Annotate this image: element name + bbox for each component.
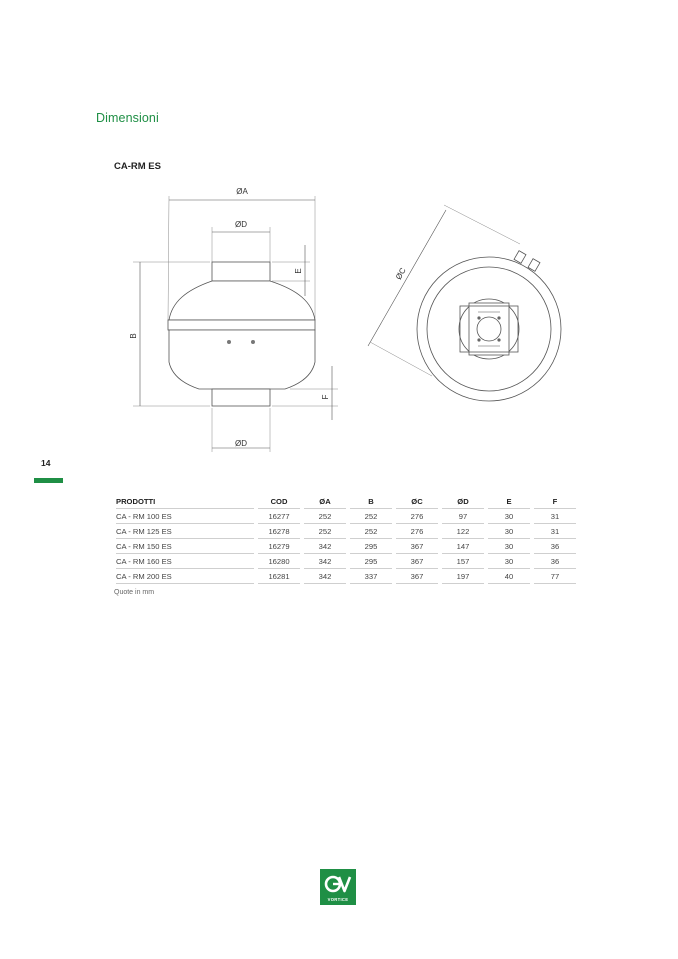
header-dia-d: ØD (442, 495, 484, 509)
cell-f: 31 (534, 524, 576, 539)
label-dia-d-bottom: ØD (235, 439, 247, 448)
label-dim-b: B (129, 333, 138, 339)
header-prodotti: PRODOTTI (116, 495, 254, 509)
cell-f: 36 (534, 539, 576, 554)
cell-cod: 16277 (258, 509, 300, 524)
label-dia-a: ØA (236, 187, 248, 196)
cell-dia-a: 342 (304, 539, 346, 554)
section-title: Dimensioni (96, 111, 159, 125)
header-cod: COD (258, 495, 300, 509)
cell-dia-a: 252 (304, 509, 346, 524)
label-dia-c: ØC (393, 266, 408, 282)
header-e: E (488, 495, 530, 509)
table-row (116, 554, 576, 569)
cell-dia-d: 122 (442, 524, 484, 539)
cell-dia-d: 157 (442, 554, 484, 569)
cell-e: 30 (488, 509, 530, 524)
cell-dia-c: 276 (396, 509, 438, 524)
cell-dia-c: 367 (396, 539, 438, 554)
cell-cod: 16279 (258, 539, 300, 554)
cell-dia-d: 197 (442, 569, 484, 584)
table-row (116, 509, 576, 524)
cell-f: 77 (534, 569, 576, 584)
cell-b: 337 (350, 569, 392, 584)
cell-b: 295 (350, 554, 392, 569)
cell-cod: 16281 (258, 569, 300, 584)
front-view (368, 205, 561, 401)
page-number: 14 (41, 458, 51, 468)
cell-dia-a: 252 (304, 524, 346, 539)
units-note: Quote in mm (114, 589, 155, 596)
cell-product: CA - RM 100 ES (116, 509, 254, 524)
page-marker-bar (34, 478, 63, 483)
header-dia-a: ØA (304, 495, 346, 509)
cell-e: 40 (488, 569, 530, 584)
cell-f: 31 (534, 509, 576, 524)
cell-b: 295 (350, 539, 392, 554)
cell-product: CA - RM 150 ES (116, 539, 254, 554)
cell-dia-a: 342 (304, 569, 346, 584)
header-f: F (534, 495, 576, 509)
cell-dia-c: 367 (396, 569, 438, 584)
cell-dia-c: 276 (396, 524, 438, 539)
table-row (116, 524, 576, 539)
header-b: B (350, 495, 392, 509)
header-dia-c: ØC (396, 495, 438, 509)
cell-cod: 16278 (258, 524, 300, 539)
logo-wordmark: VORTICE (327, 897, 349, 902)
table-row (116, 569, 576, 584)
cell-dia-d: 97 (442, 509, 484, 524)
cell-product: CA - RM 125 ES (116, 524, 254, 539)
label-dim-f: F (321, 394, 330, 400)
cell-e: 30 (488, 524, 530, 539)
label-dia-d-top: ØD (235, 220, 247, 229)
cell-e: 30 (488, 554, 530, 569)
dimensions-table (112, 495, 580, 584)
cell-dia-c: 367 (396, 554, 438, 569)
cell-b: 252 (350, 524, 392, 539)
cell-e: 30 (488, 539, 530, 554)
side-view (133, 196, 338, 452)
table-header-row (116, 495, 576, 509)
label-dim-e: E (294, 268, 303, 274)
cell-dia-d: 147 (442, 539, 484, 554)
cell-product: CA - RM 200 ES (116, 569, 254, 584)
table-row (116, 539, 576, 554)
model-title: CA-RM ES (114, 161, 161, 172)
cell-product: CA - RM 160 ES (116, 554, 254, 569)
vortice-logo (320, 869, 356, 905)
cell-b: 252 (350, 509, 392, 524)
cell-dia-a: 342 (304, 554, 346, 569)
cell-cod: 16280 (258, 554, 300, 569)
cell-f: 36 (534, 554, 576, 569)
